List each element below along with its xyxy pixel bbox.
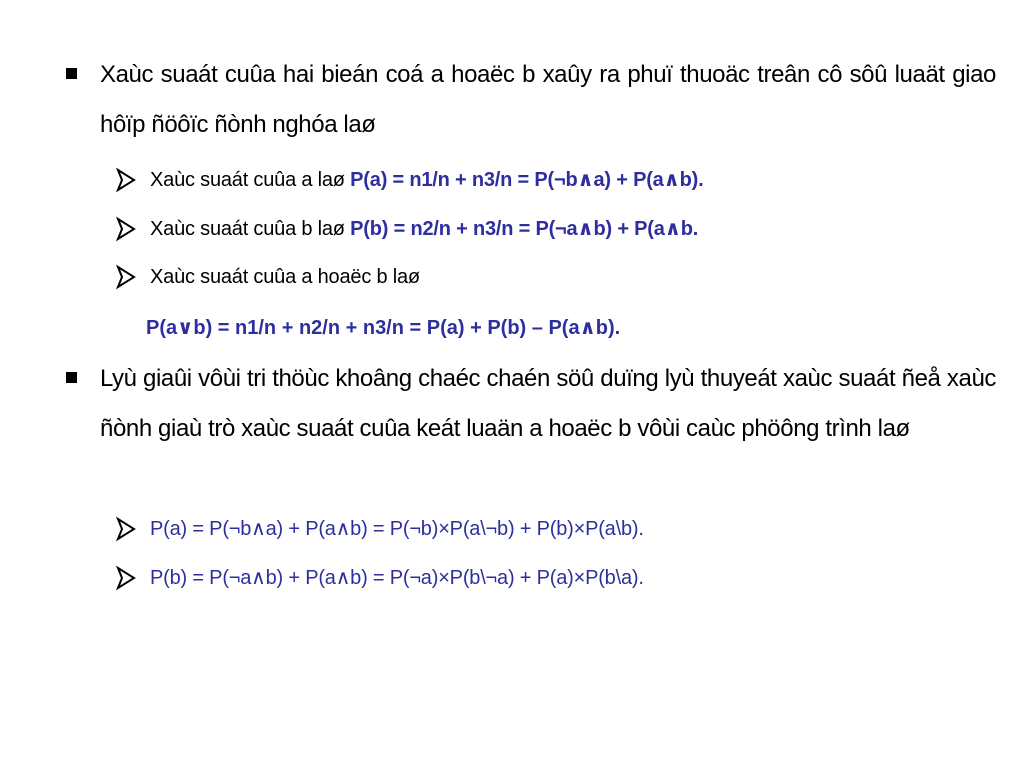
indented-formula: P(a∨b) = n1/n + n2/n + n3/n = P(a) + P(b) – P(a∧b). xyxy=(146,317,621,339)
square-bullet-icon xyxy=(66,372,77,383)
bullet-1-text: Xaùc suaát cuûa hai bieán coá a hoaëc b xaûy ra phuï thuoäc treân cô sôû luaät giao hôïp ñöôïc ñònh nghóa laø xyxy=(100,61,996,138)
subitem-1-1-formula: P(a) = n1/n + n3/n = P(¬b∧a) + P(a∧b). xyxy=(350,169,704,191)
arrowhead-bullet-icon xyxy=(116,558,136,598)
arrowhead-bullet-icon xyxy=(116,509,136,549)
square-bullet-icon xyxy=(66,68,77,79)
subitem-2-2-formula: P(b) = P(¬a∧b) + P(a∧b) = P(¬a)×P(b\¬a) + P(a)×P(b\a). xyxy=(150,567,644,589)
subitem-1-3-prefix: Xaùc suaát cuûa a hoaëc b laø xyxy=(150,266,420,288)
bullet-2-text: Lyù giaûi vôùi tri thöùc khoâng chaéc chaén söû duïng lyù thuyeát xaùc suaát ñeå xaùc ñònh giaù trò xaùc suaát cuûa keát luaän a hoaëc b vôùi caùc phöông trình laø xyxy=(100,365,996,442)
arrowhead-bullet-icon xyxy=(116,209,136,249)
subitem-1-2-formula: P(b) = n2/n + n3/n = P(¬a∧b) + P(a∧b. xyxy=(350,218,699,240)
bullet-2 xyxy=(100,354,996,454)
subitem-2-1-formula: P(a) = P(¬b∧a) + P(a∧b) = P(¬b)×P(a\¬b) + P(b)×P(a\b). xyxy=(150,518,644,540)
subitem-1-1-prefix: Xaùc suaát cuûa a laø xyxy=(150,169,351,191)
arrowhead-bullet-icon xyxy=(116,160,136,200)
subitem-1-2-prefix: Xaùc suaát cuûa b laø xyxy=(150,218,351,240)
bullet-1 xyxy=(100,50,996,150)
arrowhead-bullet-icon xyxy=(116,257,136,297)
